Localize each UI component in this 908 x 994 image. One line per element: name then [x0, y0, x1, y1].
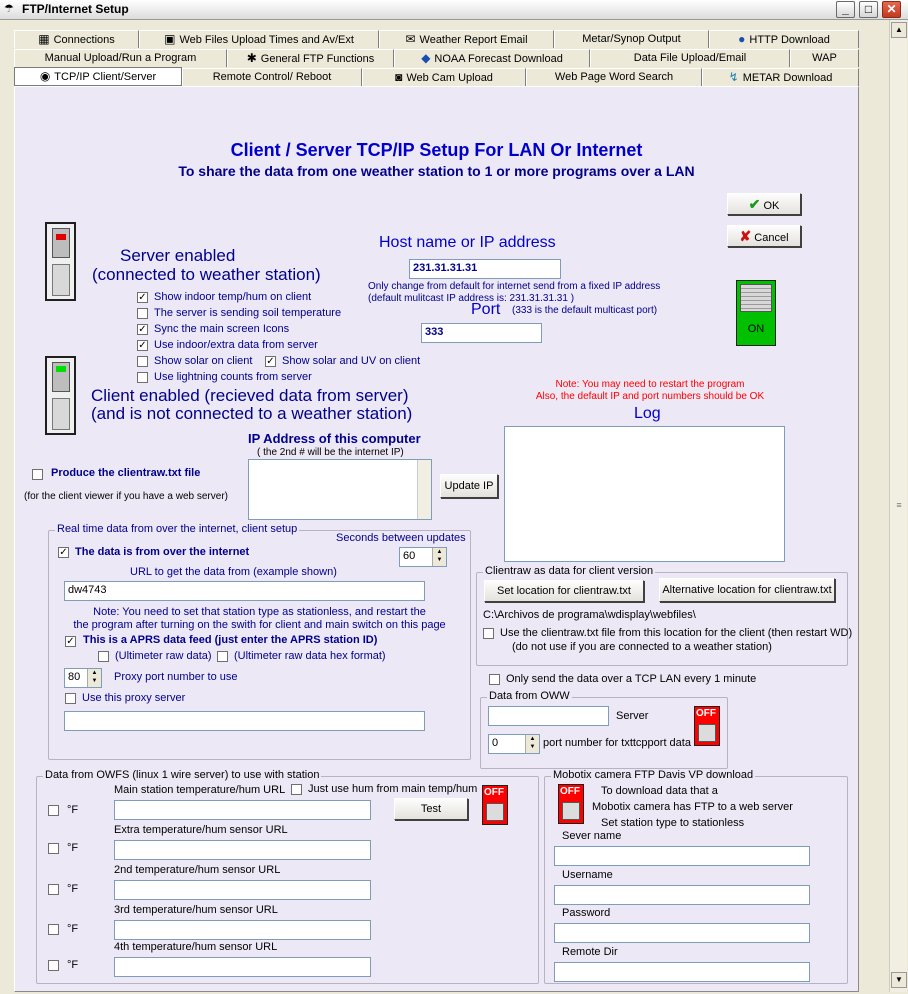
tab-manual-upload[interactable]: Manual Upload/Run a Program [14, 49, 227, 67]
aprs-label: This is a APRS data feed (just enter the APRS station ID) [83, 634, 378, 646]
mobotix-pass-input[interactable] [554, 923, 810, 943]
oww-server-label: Server [616, 710, 649, 722]
server-indicator [56, 234, 66, 240]
realtime-group-title: Real time data from over the internet, client setup [57, 523, 298, 535]
upload-times-icon: ▣ [164, 32, 176, 46]
tab-tcpip-client-server[interactable]: ◉ TCP/IP Client/Server [14, 67, 182, 86]
spinner-arrows-icon[interactable]: ▲ ▼ [525, 735, 539, 753]
page-title: Client / Server TCP/IP Setup For LAN Or Internet [230, 140, 643, 160]
owfs-sensor-1-input[interactable] [114, 840, 371, 860]
tab-weather-report-email[interactable]: ✉ Weather Report Email [379, 30, 554, 48]
server-label-1: Server enabled [120, 246, 236, 265]
window-title: FTP/Internet Setup [22, 2, 129, 16]
owfs-main-input[interactable] [114, 800, 371, 820]
owfs-main-f-checkbox[interactable] [48, 805, 59, 816]
email-icon: ✉ [405, 32, 416, 46]
lightning-label: Use lightning counts from server [154, 371, 312, 383]
spinner-arrows-icon[interactable]: ▲ ▼ [432, 548, 446, 566]
soil-temp-checkbox[interactable] [137, 308, 148, 319]
host-note-2: (default mulitcast IP address is: 231.31.31.31 ) [368, 293, 575, 304]
owfs-main-unit: °F [67, 804, 79, 816]
owfs-sensor-1-label: Extra temperature/hum sensor URL [114, 824, 288, 836]
owfs-off-switch[interactable]: OFF [482, 785, 508, 825]
clientraw-group-title: Clientraw as data for client version [485, 565, 654, 577]
stationless-note-1: Note: You need to set that station type as stationless, and restart the [93, 606, 426, 618]
proxy-input[interactable] [64, 711, 425, 731]
tab-data-file-upload[interactable]: Data File Upload/Email [590, 49, 790, 67]
cancel-button[interactable]: ✘ Cancel [727, 225, 801, 247]
owfs-sensor-1-f-checkbox[interactable] [48, 843, 59, 854]
internet-data-checkbox[interactable]: ✓ [59, 547, 68, 558]
mobotix-user-input[interactable] [554, 885, 810, 905]
alt-location-button[interactable]: Alternative location for clientraw.txt [659, 578, 835, 602]
owfs-sensor-1-unit: °F [67, 842, 79, 854]
oww-server-input[interactable] [488, 706, 609, 726]
checkmark-icon: ✔ [748, 196, 761, 212]
mobotix-dir-label: Remote Dir [562, 946, 618, 958]
mobotix-group-title: Mobotix camera FTP Davis VP download [553, 769, 754, 781]
port-note: (333 is the default multicast port) [512, 305, 658, 316]
ip-address-note: ( the 2nd # will be the internet IP) [257, 447, 404, 458]
owfs-sensor-3-unit: °F [67, 923, 79, 935]
seconds-label: Seconds between updates [336, 532, 466, 544]
tab-metar-download[interactable]: ↯ METAR Download [702, 68, 859, 86]
ip-address-heading: IP Address of this computer [248, 431, 421, 446]
sync-icons-label: Sync the main screen Icons [154, 323, 290, 335]
tab-connections[interactable]: ▦ Connections [14, 30, 139, 48]
log-heading: Log [634, 405, 661, 422]
produce-clientraw-note: (for the client viewer if you have a web server) [24, 491, 228, 502]
webcam-icon: ◙ [395, 70, 403, 84]
connections-icon: ▦ [38, 32, 50, 46]
clientraw-path: C:\Archivos de programa\wdisplay\webfiles\ [483, 609, 696, 621]
ip-address-textarea[interactable] [248, 459, 432, 520]
owfs-sensor-4-unit: °F [67, 959, 79, 971]
indoor-extra-checkbox[interactable]: ✓ [138, 340, 147, 351]
owfs-sensor-3-input[interactable] [114, 920, 371, 940]
tcpip-icon: ◉ [39, 69, 51, 83]
tab-web-page-word-search[interactable]: Web Page Word Search [526, 68, 702, 86]
tab-noaa-forecast[interactable]: ◆ NOAA Forecast Download [394, 49, 590, 67]
solar-uv-label: Show solar and UV on client [282, 355, 421, 367]
maximize-button[interactable]: □ [859, 1, 878, 18]
oww-port-label: port number for txttcpport data [543, 737, 691, 749]
port-label: Port [471, 301, 501, 318]
solar-uv-checkbox[interactable]: ✓ [266, 356, 275, 367]
globe-icon: ● [738, 32, 746, 46]
oww-off-switch[interactable]: OFF [694, 706, 720, 746]
client-switch[interactable] [45, 356, 76, 435]
show-indoor-checkbox[interactable]: ✓ [138, 292, 147, 303]
tab-web-cam-upload[interactable]: ◙ Web Cam Upload [362, 68, 526, 86]
mobotix-note-3: Set station type to stationless [601, 817, 745, 829]
client-label-1: Client enabled (recieved data from server) [91, 386, 409, 405]
owfs-sensor-3-f-checkbox[interactable] [48, 924, 59, 935]
hum-only-checkbox[interactable] [291, 784, 302, 795]
test-button[interactable]: Test [394, 798, 468, 820]
mobotix-server-label: Sever name [562, 830, 622, 842]
tab-web-files-upload-times[interactable]: ▣ Web Files Upload Times and Av/Ext [139, 30, 379, 48]
restart-note-2: Also, the default IP and port numbers should be OK [535, 391, 765, 402]
ultimeter-raw-label: (Ultimeter raw data) [115, 650, 212, 662]
use-clientraw-label-2: (do not use if you are connected to a weather station) [512, 641, 772, 653]
oww-group-title: Data from OWW [489, 690, 570, 702]
mobotix-dir-input[interactable] [554, 962, 810, 982]
log-textarea[interactable] [504, 426, 785, 562]
show-indoor-label: Show indoor temp/hum on client [154, 291, 312, 303]
mobotix-pass-label: Password [562, 907, 611, 919]
sync-icons-checkbox[interactable]: ✓ [138, 324, 147, 335]
owfs-sensor-3-label: 3rd temperature/hum sensor URL [114, 904, 278, 916]
hum-only-label: Just use hum from main temp/hum [308, 783, 478, 795]
restart-note-1: Note: You may need to restart the program [555, 379, 745, 390]
x-icon: ✘ [739, 228, 752, 244]
close-button[interactable]: ✕ [882, 1, 901, 18]
url-label: URL to get the data from (example shown) [130, 566, 337, 578]
show-solar-label: Show solar on client [154, 355, 253, 367]
produce-clientraw-checkbox[interactable] [32, 469, 43, 480]
show-solar-checkbox[interactable] [137, 356, 148, 367]
ftp-icon: ✱ [246, 51, 257, 65]
internet-data-label: The data is from over the internet [75, 546, 250, 558]
aprs-checkbox[interactable]: ✓ [66, 636, 75, 647]
ultimeter-raw-checkbox[interactable] [98, 651, 109, 662]
owfs-sensor-2-input[interactable] [114, 880, 371, 900]
tab-http-download[interactable]: ● HTTP Download [709, 30, 859, 48]
mobotix-note-2: Mobotix camera has FTP to a web server [592, 801, 793, 813]
use-clientraw-checkbox[interactable] [483, 628, 494, 639]
owfs-group-title: Data from OWFS (linux 1 wire server) to use with station [45, 769, 320, 781]
noaa-icon: ◆ [421, 51, 431, 65]
tab-remote-control[interactable]: Remote Control/ Reboot [182, 68, 362, 86]
on-switch-label: ON [747, 323, 765, 335]
tab-general-ftp[interactable]: ✱ General FTP Functions [227, 49, 394, 67]
ultimeter-hex-label: (Ultimeter raw data hex format) [234, 650, 386, 662]
owfs-sensor-4-input[interactable] [114, 957, 371, 977]
ok-button[interactable]: ✔ OK [727, 193, 801, 215]
owfs-main-label: Main station temperature/hum URL [114, 784, 286, 796]
scroll-grip-icon[interactable]: ≡ [896, 500, 902, 510]
page-subtitle: To share the data from one weather station to 1 or more programs over a LAN [178, 163, 695, 179]
proxy-port-spinner[interactable]: 80 ▲ ▼ [64, 668, 102, 688]
owfs-sensor-2-unit: °F [67, 883, 79, 895]
proxy-port-label: Proxy port number to use [114, 671, 238, 683]
update-ip-button[interactable]: Update IP [440, 474, 498, 498]
lightning-checkbox[interactable] [137, 372, 148, 383]
owfs-sensor-2-label: 2nd temperature/hum sensor URL [114, 864, 281, 876]
host-input[interactable]: 231.31.31.31 [409, 259, 561, 279]
soil-temp-label: The server is sending soil temperature [154, 307, 342, 319]
ultimeter-hex-checkbox[interactable] [217, 651, 228, 662]
title-bar [0, 0, 908, 20]
tcp-lan-label: Only send the data over a TCP LAN every 1 minute [506, 673, 757, 685]
ip-scrollbar[interactable] [417, 460, 431, 519]
server-switch[interactable] [45, 222, 76, 301]
stationless-note-2: the program after turning on the swith for client and main switch on this page [73, 619, 446, 631]
port-input[interactable]: 333 [421, 323, 542, 343]
window-scrollbar[interactable] [889, 20, 907, 992]
tab-metar-synop-output[interactable]: Metar/Synop Output [554, 30, 709, 48]
mobotix-user-label: Username [562, 869, 613, 881]
owfs-sensor-4-f-checkbox[interactable] [48, 960, 59, 971]
mobotix-note-1: To download data that a [601, 785, 718, 797]
metar-icon: ↯ [728, 70, 739, 84]
client-label-2: (and is not connected to a weather station) [91, 404, 413, 423]
use-clientraw-label-1: Use the clientraw.txt file from this location for the client (then restart WD) [500, 627, 853, 639]
tcp-lan-checkbox[interactable] [489, 674, 500, 685]
oww-port-spinner[interactable]: 0 ▲ ▼ [488, 734, 540, 754]
mobotix-server-input[interactable] [554, 846, 810, 866]
scroll-down-icon[interactable]: ▼ [891, 972, 907, 988]
minimize-button[interactable]: _ [836, 1, 855, 18]
owfs-sensor-4-label: 4th temperature/hum sensor URL [114, 941, 278, 953]
spinner-arrows-icon[interactable]: ▲ ▼ [87, 669, 101, 687]
seconds-spinner[interactable]: 60 ▲ ▼ [399, 547, 447, 567]
host-note-1: Only change from default for internet send from a fixed IP address [368, 281, 661, 292]
owfs-sensor-2-f-checkbox[interactable] [48, 884, 59, 895]
weather-app-icon: ☂ [4, 3, 14, 15]
use-proxy-label: Use this proxy server [82, 692, 186, 704]
set-location-button[interactable]: Set location for clientraw.txt [484, 580, 644, 602]
host-heading: Host name or IP address [379, 234, 556, 251]
client-indicator [56, 366, 66, 372]
on-switch[interactable] [736, 280, 776, 346]
server-label-2: (connected to weather station) [92, 265, 321, 284]
use-proxy-checkbox[interactable] [65, 693, 76, 704]
mobotix-off-switch[interactable]: OFF [558, 784, 584, 824]
url-input[interactable]: dw4743 [64, 581, 425, 601]
indoor-extra-label: Use indoor/extra data from server [154, 339, 318, 351]
tab-wap[interactable]: WAP [790, 49, 859, 67]
produce-clientraw-label: Produce the clientraw.txt file [51, 467, 201, 479]
scroll-up-icon[interactable]: ▲ [891, 22, 907, 38]
